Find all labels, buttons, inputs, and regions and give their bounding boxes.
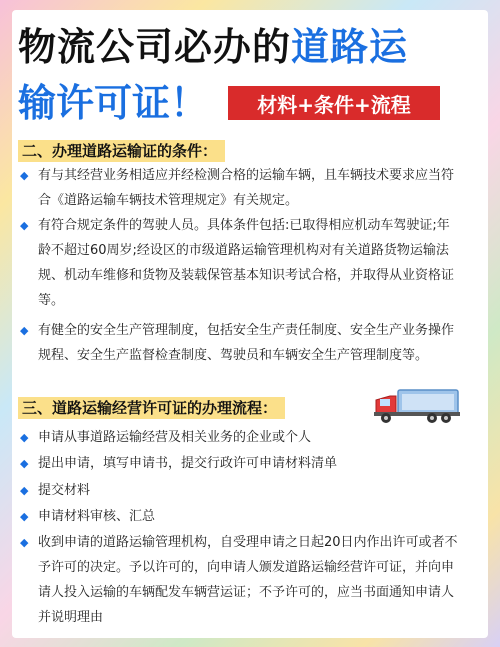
list-item: ◆ 申请从事道路运输经营及相关业务的企业或个人 (20, 425, 460, 450)
page-title-line1 (18, 16, 408, 71)
list-item: ◆ 有健全的安全生产管理制度，包括安全生产责任制度、安全生产业务操作规程、安全生产监督检查制度、驾驶员和车辆安全生产管理制度等。 (20, 318, 460, 368)
list-item: ◆ 提交材料 (20, 478, 460, 503)
title-main: 物流公司必办的 (18, 25, 292, 69)
diamond-bullet-icon: ◆ (20, 536, 29, 549)
list-item: ◆ 申请材料审核、汇总 (20, 504, 460, 529)
section2-heading: 三、道路运输经营许可证的办理流程： (18, 397, 285, 419)
list-item: ◆ 收到申请的道路运输管理机构，自受理申请之日起20日内作出许可或者不予许可的决定。予以许可的，向申请人颁发道路运输经营许可证，并向申请人投入运输的车辆配发车辆营运证；不予许可的，应当书面通知申请人并说明理由 (20, 530, 460, 630)
diamond-bullet-icon: ◆ (20, 324, 29, 337)
diamond-bullet-icon: ◆ (20, 510, 29, 523)
diamond-bullet-icon: ◆ (20, 484, 29, 497)
diamond-bullet-icon: ◆ (20, 169, 29, 182)
list-item: ◆ 有与其经营业务相适应并经检测合格的运输车辆，且车辆技术要求应当符合《道路运输车辆技术管理规定》有关规定。 (20, 163, 460, 213)
truck-icon (372, 386, 462, 426)
title-highlight: 道路运 (291, 25, 409, 69)
section1-heading: 二、办理道路运输证的条件： (18, 140, 225, 162)
list-item: ◆ 提出申请，填写申请书，提交行政许可申请材料清单 (20, 451, 460, 476)
diamond-bullet-icon: ◆ (20, 457, 29, 470)
page-title-line2: 输许可证！ (18, 81, 209, 125)
diamond-bullet-icon: ◆ (20, 219, 29, 232)
title-tag-badge: 材料+条件+流程 (228, 86, 440, 120)
list-item: ◆ 有符合规定条件的驾驶人员。具体条件包括:已取得相应机动车驾驶证;年龄不超过60周岁;经设区的市级道路运输管理机构对有关道路货物运输法规、机动车维修和货物及装载保管基本知识考试合格，并取得从业资格证等。 (20, 213, 460, 313)
diamond-bullet-icon: ◆ (20, 431, 29, 444)
